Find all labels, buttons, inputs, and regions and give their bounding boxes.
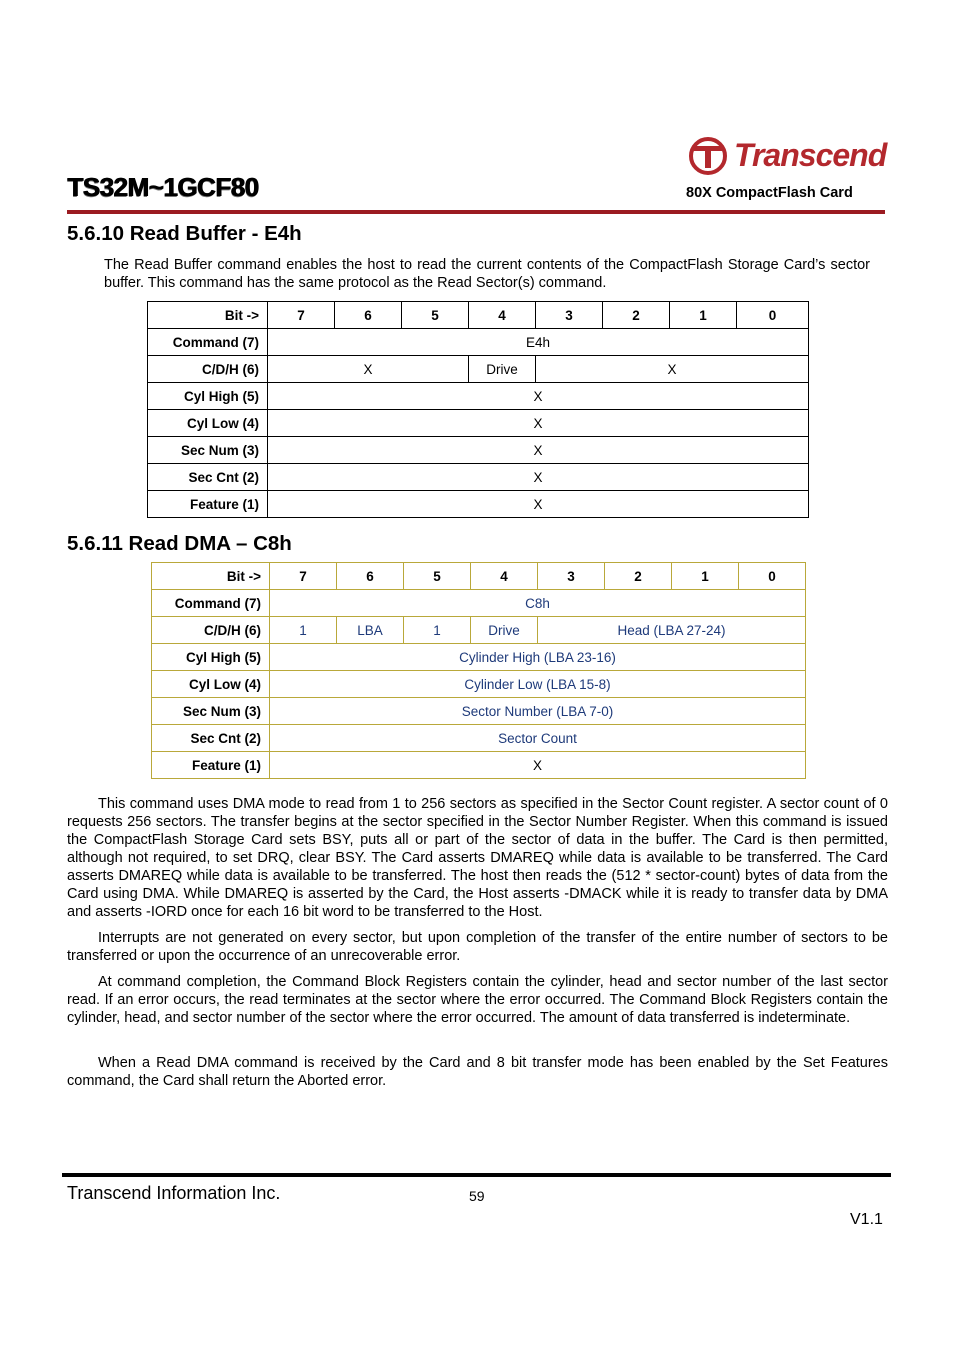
read-dma-paragraph-1: This command uses DMA mode to read from 1 to 256 sectors as specified in the Sector Count register. A sector count of 0 requests 256 sectors. The transfer begins at the sector specified in the Sector Number Register. When this command is issued the CompactFlash Storage Card sets BSY, puts all or part of the sector of data in the buffer. The Card is then permitted, although not required, to set DRQ, clear BSY. The Card asserts DMAREQ while data is available to be transferred. The Card asserts DMAREQ while data is available to be transferred. The host then reads the (512 * sector-count) bytes of data from the Card using DMA. While DMAREQ is asserted by the Card, the Host asserts -DMACK while it is ready to transfer data by DMA and asserts -IORD once for each 16 bit word to be transferred to the Host. <box>67 796 888 920</box>
read-dma-paragraph-4: When a Read DMA command is received by the Card and 8 bit transfer mode has been enabled by the Set Features command, the Card shall return the Aborted error. <box>67 1055 888 1089</box>
header-divider <box>67 210 885 214</box>
bit-7: 7 <box>270 563 337 590</box>
read-buffer-intro: The Read Buffer command enables the host to read the current contents of the CompactFlash Storage Card’s sector buffer. This command has the same protocol as the Read Sector(s) command. <box>104 257 870 291</box>
bit-2: 2 <box>605 563 672 590</box>
table-cell: Cylinder High (LBA 23-16) <box>270 644 806 671</box>
table-row <box>152 590 806 617</box>
table-row <box>152 752 806 779</box>
table-cell: X <box>268 383 809 410</box>
read-buffer-register-table <box>147 301 809 518</box>
table-cell: Head (LBA 27-24) <box>538 617 806 644</box>
bit-7: 7 <box>268 302 335 329</box>
row-label: Feature (1) <box>152 752 270 779</box>
read-dma-register-table <box>151 562 806 779</box>
bit-1: 1 <box>672 563 739 590</box>
bit-3: 3 <box>538 563 605 590</box>
bit-header-label: Bit -> <box>152 563 270 590</box>
table-row <box>148 464 809 491</box>
bit-5: 5 <box>404 563 471 590</box>
table-cell: LBA <box>337 617 404 644</box>
table-row <box>148 329 809 356</box>
table-cell: Drive <box>471 617 538 644</box>
table-row <box>152 644 806 671</box>
table-cell: X <box>268 410 809 437</box>
product-subtitle: 80X CompactFlash Card <box>686 185 853 201</box>
row-label: Sec Cnt (2) <box>148 464 268 491</box>
row-label: Command (7) <box>148 329 268 356</box>
section-title-read-dma: 5.6.11 Read DMA – C8h <box>67 532 292 555</box>
document-version: V1.1 <box>850 1211 883 1228</box>
table-row <box>152 563 806 590</box>
row-label: C/D/H (6) <box>148 356 268 383</box>
row-label: Sec Cnt (2) <box>152 725 270 752</box>
row-label: Cyl Low (4) <box>152 671 270 698</box>
product-title: TS32M~1GCF80 <box>67 172 259 202</box>
transcend-logo <box>686 134 886 176</box>
table-cell: X <box>268 464 809 491</box>
row-label: Feature (1) <box>148 491 268 518</box>
table-row <box>152 698 806 725</box>
table-row <box>148 383 809 410</box>
bit-6: 6 <box>337 563 404 590</box>
table-row <box>152 725 806 752</box>
row-label: Sec Num (3) <box>148 437 268 464</box>
read-dma-paragraph-3: At command completion, the Command Block Registers contain the cylinder, head and sector number of the last sector read. If an error occurs, the read terminates at the sector where the error occurred. The Command Block Registers contain the cylinder, head, and sector number of the sector where the error occurred. The amount of data transferred is indeterminate. <box>67 974 888 1026</box>
bit-3: 3 <box>536 302 603 329</box>
row-label: Sec Num (3) <box>152 698 270 725</box>
bit-5: 5 <box>402 302 469 329</box>
bit-0: 0 <box>737 302 809 329</box>
bit-2: 2 <box>603 302 670 329</box>
table-cell: Sector Count <box>270 725 806 752</box>
bit-0: 0 <box>739 563 806 590</box>
table-cell: Drive <box>469 356 536 383</box>
table-row <box>152 671 806 698</box>
page-number: 59 <box>469 1188 485 1204</box>
table-cell: Sector Number (LBA 7-0) <box>270 698 806 725</box>
section-title-read-buffer: 5.6.10 Read Buffer - E4h <box>67 222 302 245</box>
table-cell: C8h <box>270 590 806 617</box>
table-cell: 1 <box>270 617 337 644</box>
footer-company: Transcend Information Inc. <box>67 1183 281 1203</box>
table-cell: 1 <box>404 617 471 644</box>
table-row <box>148 302 809 329</box>
transcend-logo-icon <box>686 134 734 176</box>
table-row <box>148 410 809 437</box>
table-row <box>152 617 806 644</box>
row-label: Cyl High (5) <box>152 644 270 671</box>
table-row <box>148 356 809 383</box>
table-cell: X <box>270 752 806 779</box>
row-label: C/D/H (6) <box>152 617 270 644</box>
bit-1: 1 <box>670 302 737 329</box>
read-dma-paragraph-2: Interrupts are not generated on every sector, but upon completion of the transfer of the entire number of sectors to be transferred or upon the occurrence of an unrecoverable error. <box>67 930 888 964</box>
table-cell: X <box>268 356 469 383</box>
bit-header-label: Bit -> <box>148 302 268 329</box>
table-cell: E4h <box>268 329 809 356</box>
footer-divider <box>62 1173 891 1177</box>
bit-4: 4 <box>471 563 538 590</box>
bit-6: 6 <box>335 302 402 329</box>
row-label: Cyl High (5) <box>148 383 268 410</box>
table-cell: X <box>268 437 809 464</box>
row-label: Cyl Low (4) <box>148 410 268 437</box>
logo-wordmark: Transcend <box>734 137 887 173</box>
row-label: Command (7) <box>152 590 270 617</box>
table-cell: X <box>268 491 809 518</box>
table-cell: X <box>536 356 809 383</box>
bit-4: 4 <box>469 302 536 329</box>
table-cell: Cylinder Low (LBA 15-8) <box>270 671 806 698</box>
table-row <box>148 437 809 464</box>
table-row <box>148 491 809 518</box>
